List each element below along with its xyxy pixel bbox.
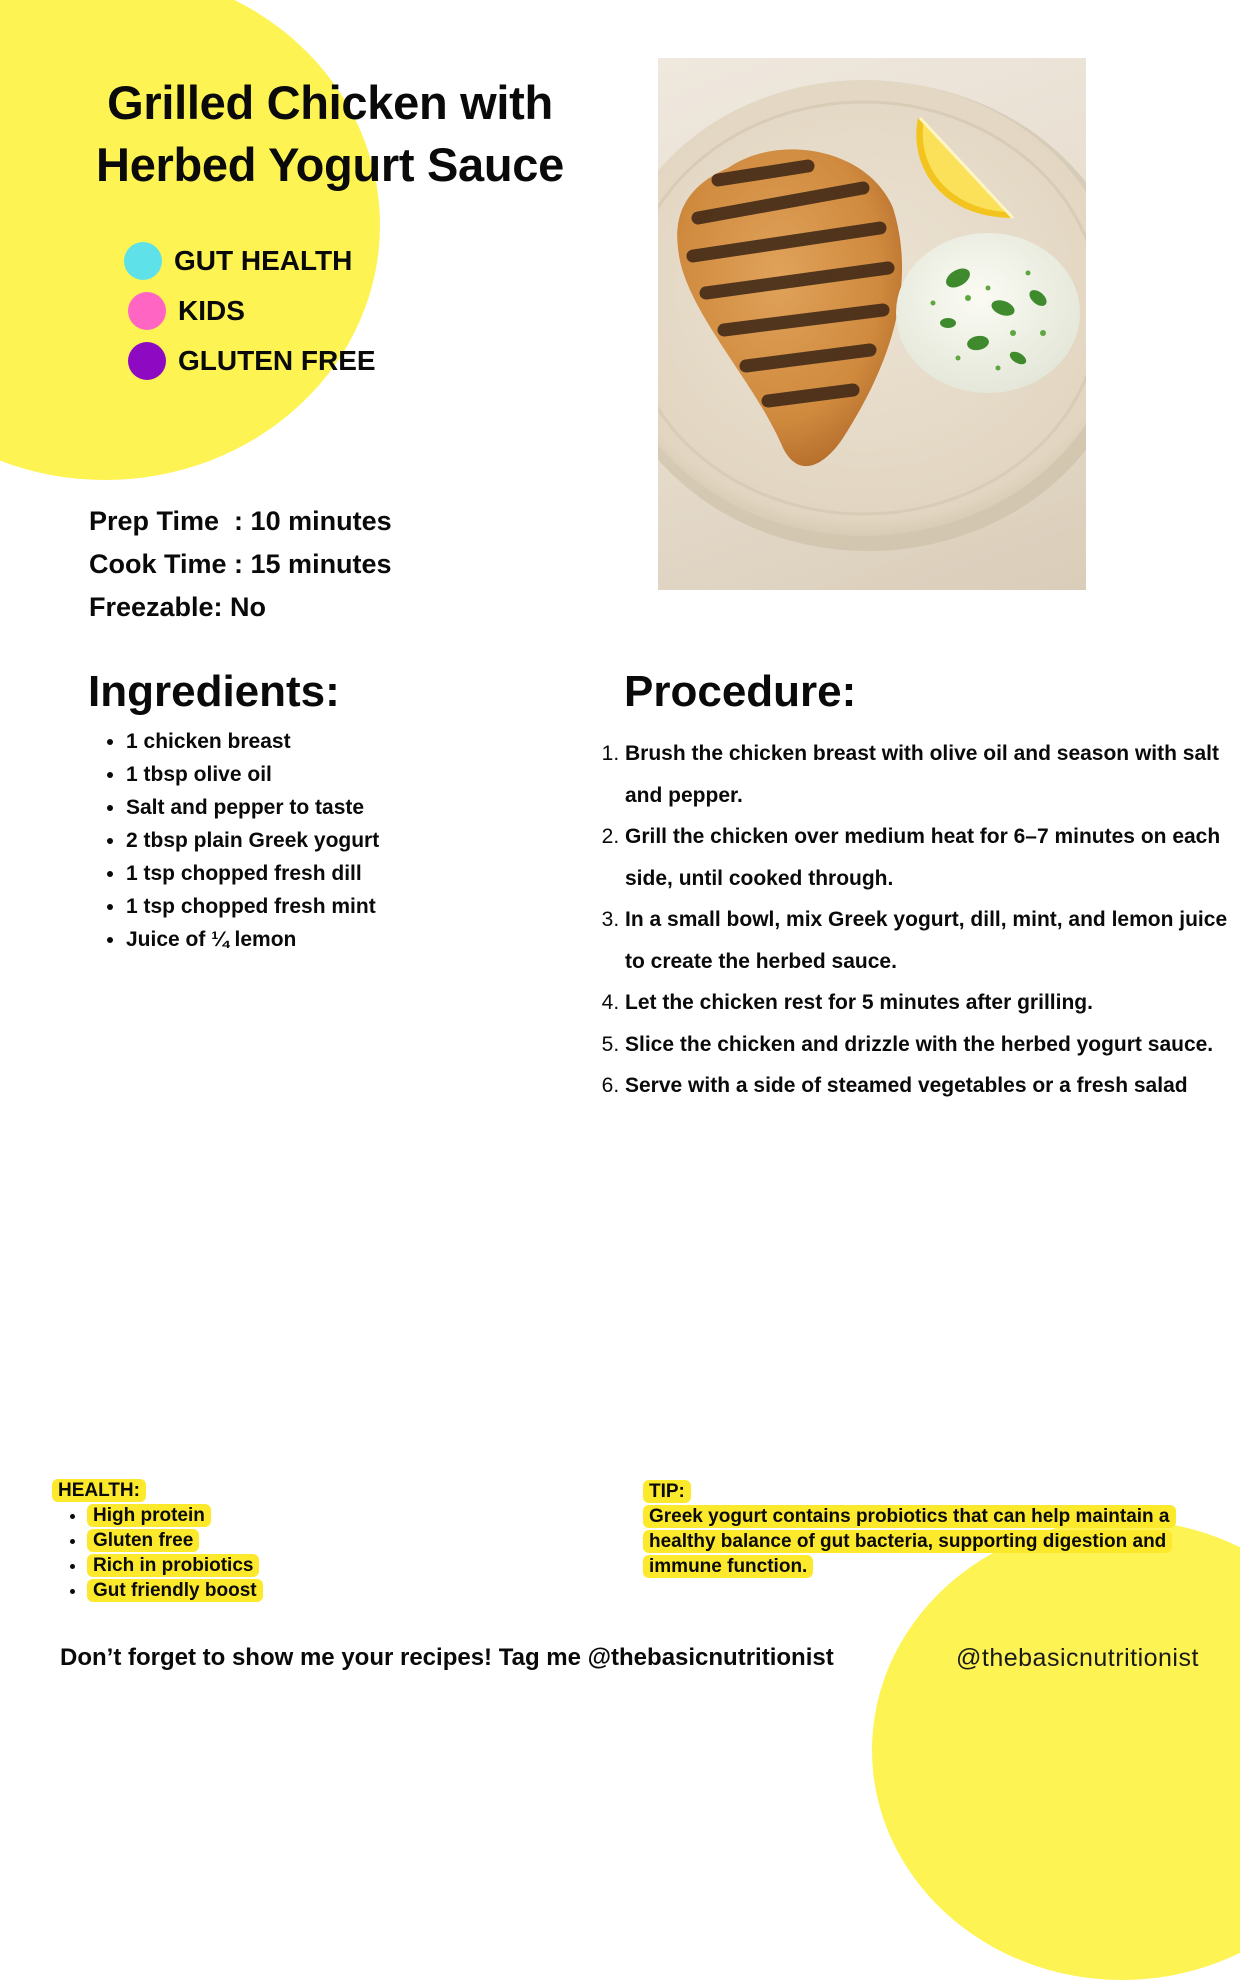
list-item: • Juice of ¼ lemon	[126, 923, 586, 956]
tag-label: GLUTEN FREE	[178, 345, 376, 376]
recipe-title-line-1: Grilled Chicken with	[107, 76, 553, 129]
recipe-photo	[658, 58, 1086, 590]
health-heading: HEALTH:	[52, 1479, 146, 1502]
list-item: Gluten free	[87, 1529, 199, 1552]
recipe-title	[40, 72, 620, 196]
prep-time: Prep Time : 10 minutes	[89, 506, 392, 536]
ingredients-list	[92, 725, 586, 956]
procedure-step: 6. Serve with a side of steamed vegetables or a fresh salad	[625, 1065, 1230, 1107]
list-item: • 1 tsp chopped fresh dill	[126, 857, 586, 890]
list-item: High protein	[87, 1504, 211, 1527]
list-item: • 2 tbsp plain Greek yogurt	[126, 824, 586, 857]
ingredients-heading: Ingredients:	[88, 667, 340, 716]
tip-text: Greek yogurt contains probiotics that can help maintain a healthy balance of gut bacteria, supporting digestion and immune function.	[643, 1505, 1176, 1578]
social-handle: @thebasicnutritionist	[956, 1644, 1199, 1672]
health-box	[52, 1478, 352, 1603]
list-item: • 1 chicken breast	[126, 725, 586, 758]
recipe-title-line-2: Herbed Yogurt Sauce	[96, 138, 564, 191]
list-item: • 1 tsp chopped fresh mint	[126, 890, 586, 923]
procedure-step: 5. Slice the chicken and drizzle with the herbed yogurt sauce.	[625, 1024, 1230, 1066]
tag-kids	[128, 286, 376, 336]
tip-box	[643, 1479, 1203, 1579]
tag-dot-icon	[124, 242, 162, 280]
tag-dot-icon	[128, 292, 166, 330]
procedure-heading: Procedure:	[624, 667, 857, 716]
list-item: • Salt and pepper to taste	[126, 791, 586, 824]
tip-heading: TIP:	[643, 1480, 691, 1503]
procedure-step: 3. In a small bowl, mix Greek yogurt, dill, mint, and lemon juice to create the herbed sauce.	[625, 899, 1230, 982]
health-list	[52, 1503, 352, 1603]
chicken-plate-illustration	[658, 58, 1086, 590]
procedure-list	[600, 733, 1230, 1107]
list-item: Gut friendly boost	[87, 1579, 263, 1602]
procedure-step: 4. Let the chicken rest for 5 minutes after grilling.	[625, 982, 1230, 1024]
list-item: • 1 tbsp olive oil	[126, 758, 586, 791]
tag-label: KIDS	[178, 295, 245, 326]
footer-call-to-action: Don’t forget to show me your recipes! Tag me @thebasicnutritionist	[60, 1644, 834, 1671]
list-item: Rich in probiotics	[87, 1554, 259, 1577]
tag-dot-icon	[128, 342, 166, 380]
procedure-step: 2. Grill the chicken over medium heat for 6–7 minutes on each side, until cooked through.	[625, 816, 1230, 899]
diet-tags	[124, 236, 376, 386]
cook-time: Cook Time : 15 minutes	[89, 549, 392, 579]
procedure-step: 1. Brush the chicken breast with olive oil and season with salt and pepper.	[625, 733, 1230, 816]
tag-label: GUT HEALTH	[174, 245, 353, 276]
recipe-times	[89, 500, 392, 629]
tag-gluten-free	[128, 336, 376, 386]
tag-gut-health	[124, 236, 372, 286]
decorative-yellow-circle-bottom	[872, 1520, 1240, 1980]
freezable: Freezable: No	[89, 592, 267, 622]
